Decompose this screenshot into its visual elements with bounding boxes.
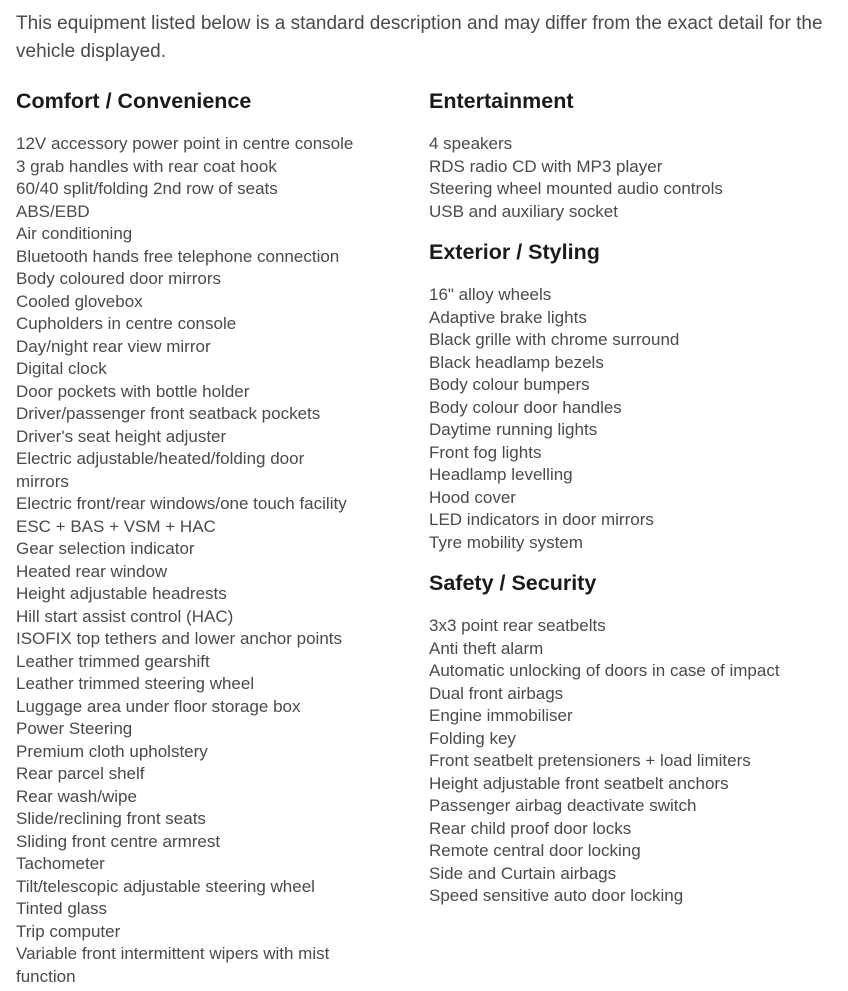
equipment-item: Rear wash/wipe (16, 786, 137, 806)
equipment-item: Electric front/rear windows/one touch facility (16, 494, 347, 513)
equipment-item: Digital clock (16, 359, 107, 378)
equipment-item: Trip computer (16, 921, 121, 941)
equipment-item: Air conditioning (16, 224, 133, 243)
equipment-item: Remote central door locking (429, 841, 641, 860)
equipment-item: Power Steering (16, 719, 133, 738)
section-title-safety: Safety / Security (429, 571, 597, 595)
equipment-item: RDS radio CD with MP3 player (429, 156, 663, 176)
equipment-item: Tyre mobility system (429, 532, 583, 552)
exterior-list (429, 284, 839, 554)
section-title-exterior: Exterior / Styling (429, 240, 600, 264)
equipment-item: Luggage area under floor storage box (16, 696, 301, 716)
equipment-item: ABS/EBD (16, 201, 90, 221)
equipment-item: Cupholders in centre console (16, 314, 237, 333)
equipment-item: 16" alloy wheels (429, 285, 552, 304)
equipment-item: Anti theft alarm (429, 638, 544, 658)
equipment-item: Height adjustable headrests (16, 584, 227, 603)
safety-list (429, 615, 839, 908)
equipment-item: Body colour door handles (429, 397, 622, 417)
right-column (429, 86, 839, 908)
equipment-item: Automatic unlocking of doors in case of impact (429, 661, 780, 680)
equipment-item: 3 grab handles with rear coat hook (16, 156, 277, 176)
equipment-item: Body colour bumpers (429, 375, 590, 394)
equipment-item: 4 speakers (429, 134, 513, 153)
section-comfort (16, 86, 416, 988)
equipment-item: Body coloured door mirrors (16, 269, 222, 288)
equipment-item: Hill start assist control (HAC) (16, 606, 234, 626)
equipment-item: Electric adjustable/heated/folding door mirrors (16, 449, 305, 491)
equipment-item: Hood cover (429, 487, 516, 507)
comfort-list (16, 133, 416, 988)
equipment-item: Front seatbelt pretensioners + load limiters (429, 751, 751, 770)
equipment-item: Black grille with chrome surround (429, 330, 680, 349)
equipment-item: Bluetooth hands free telephone connection (16, 246, 340, 266)
equipment-item: Premium cloth upholstery (16, 741, 208, 761)
equipment-item: Daytime running lights (429, 420, 598, 439)
equipment-item: Leather trimmed steering wheel (16, 674, 255, 693)
equipment-item: Adaptive brake lights (429, 307, 587, 327)
equipment-item: Leather trimmed gearshift (16, 651, 210, 671)
equipment-item: Engine immobiliser (429, 706, 573, 725)
equipment-item: Passenger airbag deactivate switch (429, 796, 697, 815)
equipment-item: Speed sensitive auto door locking (429, 886, 684, 905)
equipment-item: Front fog lights (429, 442, 542, 462)
left-column (16, 86, 416, 988)
equipment-item: Side and Curtain airbags (429, 863, 617, 883)
equipment-item: Heated rear window (16, 561, 168, 581)
equipment-item: Variable front intermittent wipers with mist function (16, 944, 330, 986)
equipment-item: 3x3 point rear seatbelts (429, 616, 606, 635)
equipment-item: LED indicators in door mirrors (429, 510, 654, 529)
equipment-item: Height adjustable front seatbelt anchors (429, 773, 729, 793)
section-exterior (429, 237, 839, 554)
equipment-item: Black headlamp bezels (429, 352, 604, 372)
equipment-item: 12V accessory power point in centre console (16, 134, 354, 153)
equipment-item: ESC + BAS + VSM + HAC (16, 516, 216, 536)
equipment-item: Dual front airbags (429, 683, 564, 703)
section-entertainment (429, 86, 839, 223)
equipment-item: Sliding front centre armrest (16, 831, 221, 851)
equipment-item: Slide/reclining front seats (16, 809, 206, 828)
equipment-item: Gear selection indicator (16, 539, 195, 558)
equipment-item: Cooled glovebox (16, 291, 143, 311)
equipment-item: 60/40 split/folding 2nd row of seats (16, 179, 278, 198)
intro-disclaimer: This equipment listed below is a standard description and may differ from the exact detail for the vehicle displayed. (16, 13, 823, 62)
equipment-item: ISOFIX top tethers and lower anchor points (16, 629, 343, 648)
section-title-entertainment: Entertainment (429, 89, 574, 113)
equipment-item: Door pockets with bottle holder (16, 381, 250, 401)
equipment-item: Day/night rear view mirror (16, 336, 211, 356)
equipment-item: Folding key (429, 728, 516, 748)
equipment-item: Driver's seat height adjuster (16, 426, 227, 446)
section-safety (429, 568, 839, 908)
equipment-item: Tilt/telescopic adjustable steering wheel (16, 876, 315, 896)
equipment-item: Rear child proof door locks (429, 818, 632, 838)
entertainment-list (429, 133, 839, 223)
equipment-item: Driver/passenger front seatback pockets (16, 404, 321, 423)
equipment-item: Steering wheel mounted audio controls (429, 179, 723, 198)
equipment-item: Rear parcel shelf (16, 764, 145, 783)
equipment-item: Tachometer (16, 854, 105, 873)
section-title-comfort: Comfort / Convenience (16, 89, 252, 113)
equipment-item: Headlamp levelling (429, 465, 573, 484)
equipment-item: Tinted glass (16, 899, 108, 918)
equipment-item: USB and auxiliary socket (429, 201, 618, 221)
